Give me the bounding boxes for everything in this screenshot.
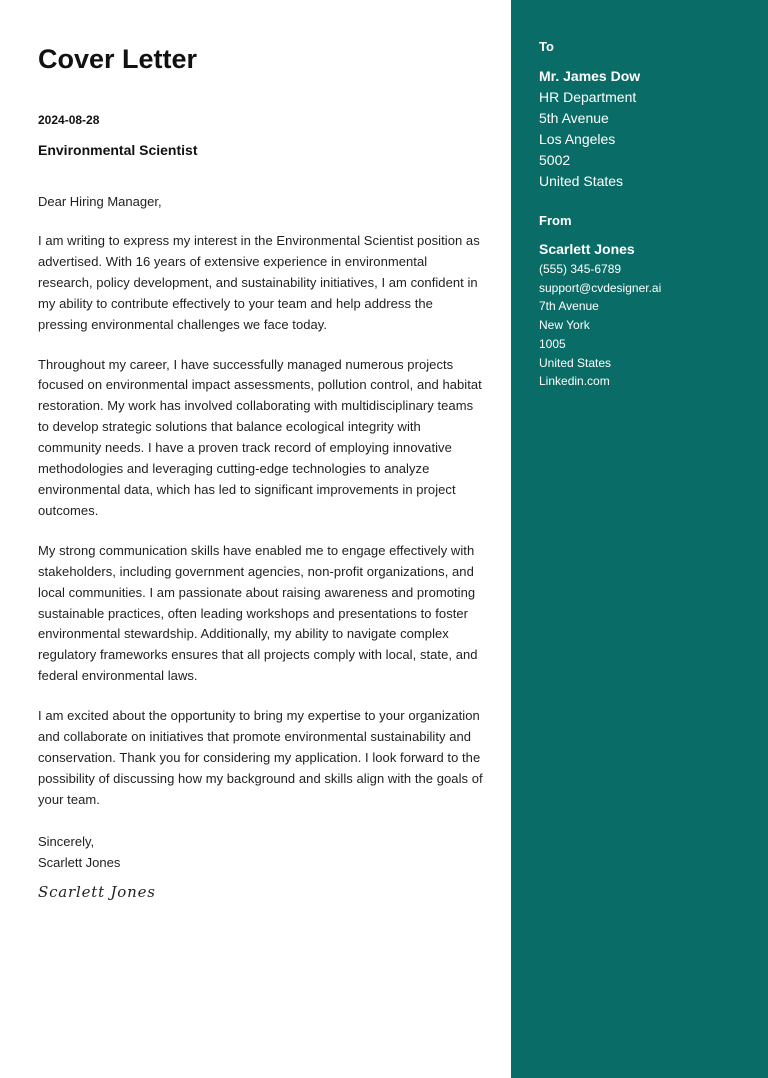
from-heading: From: [539, 213, 572, 228]
paragraph-conclusion: I am excited about the opportunity to bring my expertise to your organization and collaborate on initiatives that promote environmental sustainability and conservation. Thank you for considering my application. I look forward to the possibility of discussing how my background and skills align with the goals of your team.: [38, 708, 483, 807]
recipient-street: 5th Avenue: [539, 110, 609, 126]
sender-email: support@cvdesigner.ai: [539, 280, 662, 295]
page-title: Cover Letter: [38, 44, 198, 74]
letter-date: 2024-08-28: [38, 113, 100, 127]
sender-city: New York: [539, 318, 590, 333]
sender-block: [539, 239, 758, 391]
recipient-department: HR Department: [539, 89, 637, 105]
handwritten-signature: Scarlett Jones: [38, 882, 156, 901]
sender-phone: (555) 345-6789: [539, 262, 622, 276]
to-heading: To: [539, 39, 554, 54]
recipient-block: [539, 66, 758, 192]
paragraph-communication: My strong communication skills have enabled me to engage effectively with stakeholders, including government agencies, non-profit organizations, and local communities. I am passionate about raising awareness and promoting sustainable practices, often leading workshops and presentations to foster environmental stewardship. Additionally, my ability to navigate complex regulatory frameworks ensures that all projects comply with local, state, and federal environmental laws.: [38, 542, 478, 684]
recipient-name: Mr. James Dow: [539, 68, 641, 84]
position-title: Environmental Scientist: [38, 142, 198, 158]
recipient-country: United States: [539, 173, 624, 189]
sender-name: Scarlett Jones: [539, 241, 635, 257]
recipient-city: Los Angeles: [539, 131, 616, 147]
closing-block: [38, 831, 483, 873]
sender-website: Linkedin.com: [539, 374, 610, 389]
sender-printed-name: Scarlett Jones: [38, 854, 121, 870]
contact-sidebar: [511, 0, 768, 1078]
paragraph-intro: I am writing to express my interest in the Environmental Scientist position as advertised. With 16 years of extensive experience in environmental research, policy development, and sustainability initiatives, I am confident in my ability to contribute effectively to your team and help address the pressing environmental challenges we face today.: [38, 233, 480, 332]
sender-country: United States: [539, 355, 612, 370]
paragraph-experience: Throughout my career, I have successfully managed numerous projects focused on environmental impact assessments, pollution control, and habitat restoration. My work has involved collaborating with multidisciplinary teams to develop strategic solutions that balance ecological integrity with community needs. I have a proven track record of employing innovative methodologies and leveraging cutting-edge technologies to analyze environmental data, which has led to significant improvements in project outcomes.: [38, 356, 482, 518]
sender-zip: 1005: [539, 336, 566, 351]
sender-street: 7th Avenue: [539, 299, 599, 314]
closing-phrase: Sincerely,: [38, 833, 95, 849]
recipient-zip: 5002: [539, 152, 571, 168]
salutation: Dear Hiring Manager,: [38, 194, 162, 209]
